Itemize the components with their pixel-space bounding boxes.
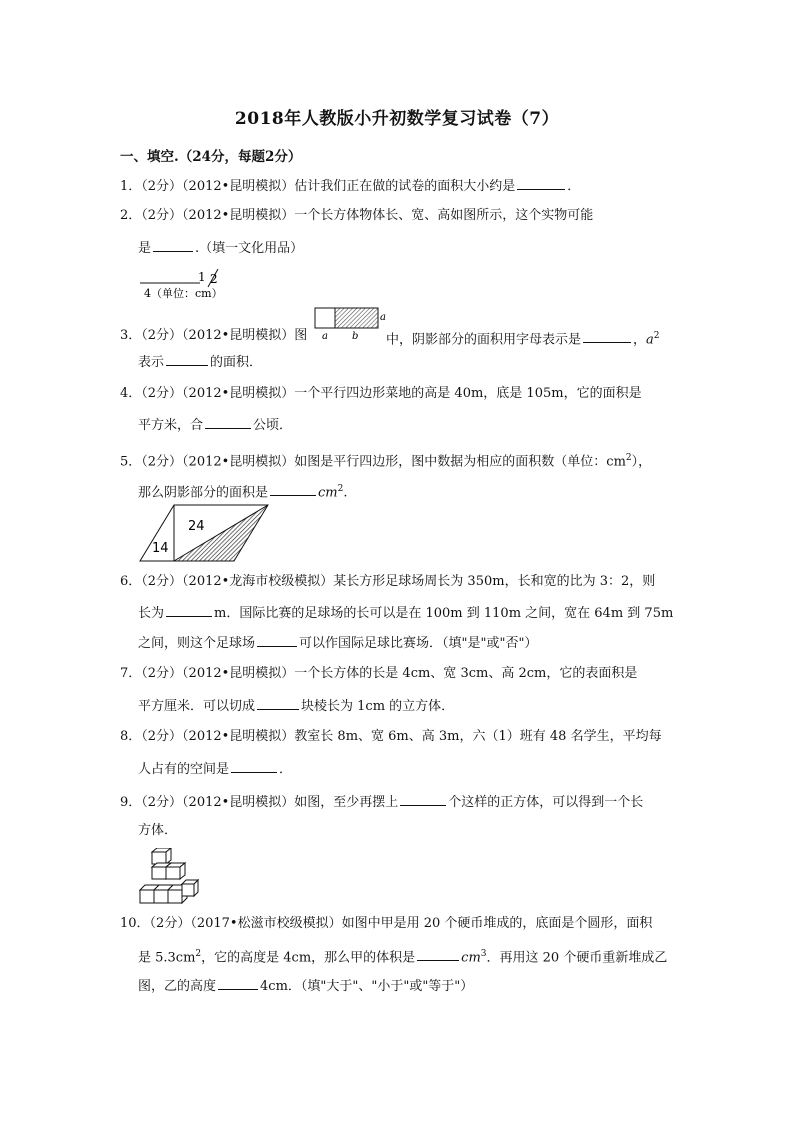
question-6-line3: 之间，则这个足球场 可以作国际足球比赛场．（填"是"或"否"）	[138, 633, 537, 653]
question-10-line2: 是 $5.3cm^2$，它的高度是 4cm，那么甲的体积是 $cm^3$．再用这 20 个硬币重新堆成乙	[138, 949, 668, 966]
answer-blank[interactable]	[517, 176, 565, 190]
answer-blank[interactable]	[400, 792, 446, 806]
fig-label-14: 14	[152, 541, 169, 556]
answer-blank[interactable]	[257, 633, 297, 647]
question-1: 1．（2分）（2012•昆明模拟）估计我们正在做的试卷的面积大小约是 ．	[120, 176, 580, 196]
question-4: 4．（2分）（2012•昆明模拟）一个平行四边形菜地的高是 40m，底是 105m，它的面积是	[120, 386, 642, 401]
answer-blank[interactable]	[218, 976, 258, 990]
page-title: 2018年人教版小升初数学复习试卷（7）	[234, 109, 560, 129]
question-10-line3: 图，乙的高度 4cm．（填"大于"、"小于"或"等于"）	[138, 976, 473, 996]
cube-stack-figure	[138, 848, 200, 906]
fig-label-a: a	[322, 331, 328, 342]
question-3-line2: 表示 的面积．	[138, 352, 262, 372]
question-10: 10．（2分）（2017•松滋市校级模拟）如图中甲是用 20 个硬币堆成的，底面是个圆形，面积	[120, 916, 653, 931]
fig-label-b: b	[352, 331, 359, 342]
question-7-line2: 平方厘米．可以切成 块棱长为 1cm 的立方体．	[138, 696, 454, 716]
question-2-line2: 是 .（填一文化用品）	[138, 238, 303, 258]
question-9: 9．（2分）（2012•昆明模拟）如图，至少再摆上 个这样的正方体，可以得到一个长	[120, 792, 643, 812]
question-5: 5．（2分）（2012•昆明模拟）如图是平行四边形，图中数据为相应的面积数（单位：$cm^2$），	[120, 453, 652, 470]
answer-blank[interactable]	[153, 238, 193, 252]
answer-blank[interactable]	[583, 329, 631, 343]
question-5-line2: 那么阴影部分的面积是 $cm^2$.	[138, 484, 348, 501]
dimension-figure	[138, 267, 248, 303]
answer-blank[interactable]	[270, 482, 316, 496]
answer-blank[interactable]	[417, 947, 459, 961]
fig-label-a-side: a	[380, 312, 386, 323]
question-6: 6．（2分）（2012•龙海市校级模拟）某长方形足球场周长为 350m，长和宽的比为 3：2，则	[120, 574, 656, 589]
fig-label-1: 1	[198, 270, 206, 284]
fig-label-24: 24	[188, 519, 205, 534]
question-2: 2．（2分）（2012•昆明模拟）一个长方体物体长、宽、高如图所示，这个实物可能	[120, 208, 594, 223]
question-7: 7．（2分）（2012•昆明模拟）一个长方体的长是 4cm、宽 3cm、高 2cm，它的表面积是	[120, 666, 638, 681]
answer-blank[interactable]	[257, 696, 299, 710]
answer-blank[interactable]	[166, 352, 208, 366]
parallelogram-figure	[138, 503, 273, 565]
section-heading: 一、填空.（24分，每题2分）	[120, 149, 302, 165]
fig-label-unit: 4（单位：cm）	[144, 287, 223, 300]
question-3: 3．（2分）（2012•昆明模拟）图	[120, 328, 308, 343]
question-6-line2: 长为 m．国际比赛的足球场的长可以是在 100m 到 110m 之间，宽在 64m 到 75m	[138, 603, 673, 623]
answer-blank[interactable]	[231, 759, 277, 773]
question-8-line2: 人占有的空间是 ．	[138, 759, 292, 779]
answer-blank[interactable]	[205, 415, 251, 429]
answer-blank[interactable]	[166, 603, 212, 617]
question-9-line2: 方体．	[138, 823, 178, 838]
fig-label-2: 2	[210, 272, 218, 286]
question-3-cont: 中，阴影部分的面积用字母表示是 ，$a^2$	[386, 331, 660, 348]
rectangle-figure	[312, 306, 392, 342]
question-4-line2: 平方米，合 公顷．	[138, 415, 292, 435]
question-8: 8．（2分）（2012•昆明模拟）教室长 8m、宽 6m、高 3m，六（1）班有 48 名学生，平均每	[120, 729, 662, 744]
